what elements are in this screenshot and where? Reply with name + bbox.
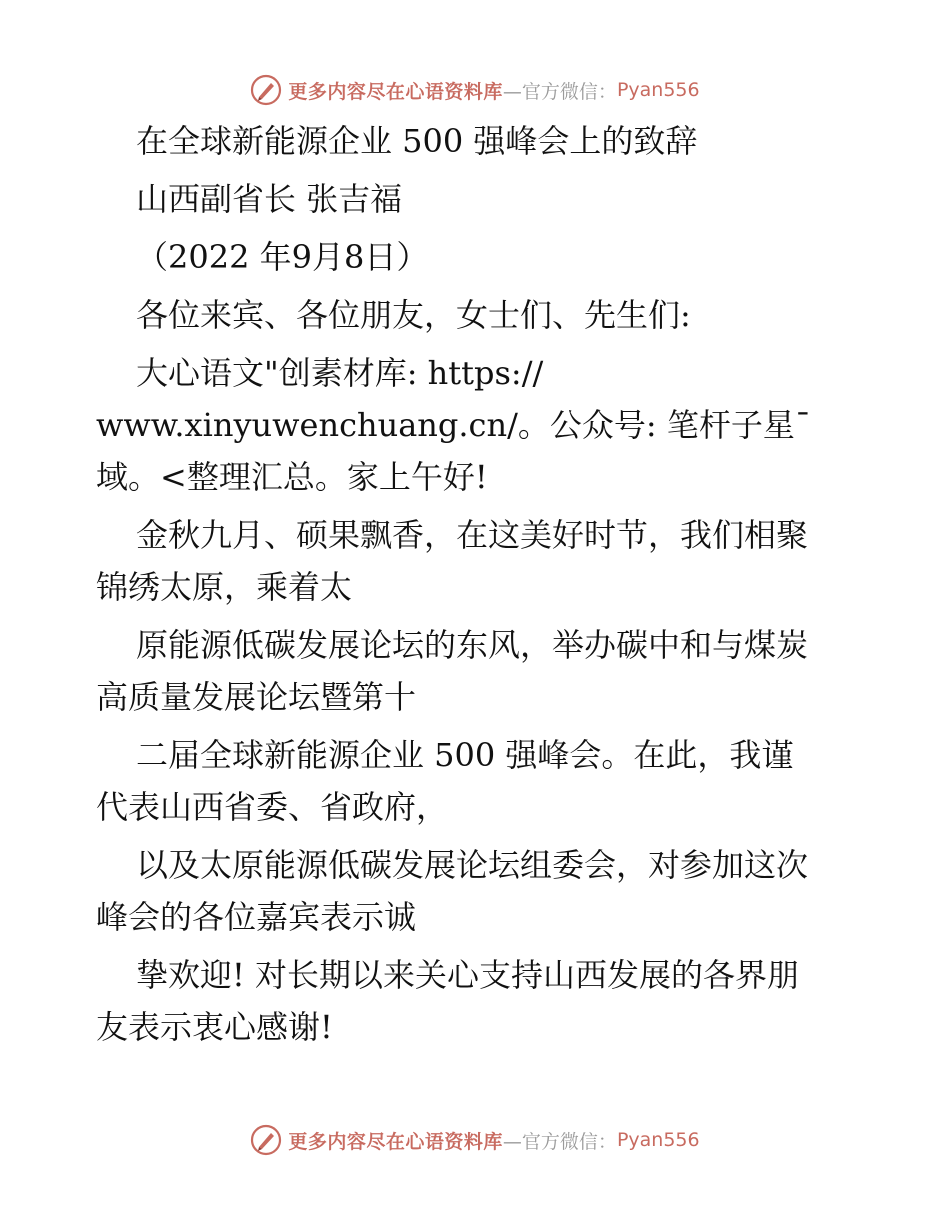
document-title: 在全球新能源企业 500 强峰会上的致辞 [136, 122, 698, 160]
body-line: 高质量发展论坛暨第十 [96, 678, 417, 716]
speaker-line: 山西副省长 张吉福 [136, 180, 403, 218]
body-line: 原能源低碳发展论坛的东风，举办碳中和与煤炭 [136, 626, 809, 664]
pen-logo-icon [250, 1124, 282, 1156]
body-line: 大心语文"创素材库: https:// [136, 354, 544, 392]
header-banner [0, 73, 950, 107]
body-line: www.xinyuwenchuang.cn/。公众号: 笔杆子星¯ [96, 406, 811, 444]
body-line: 挚欢迎! 对长期以来关心支持山西发展的各界朋 [136, 956, 800, 994]
body-line: 二届全球新能源企业 500 强峰会。在此，我谨 [136, 736, 794, 774]
body-line: 锦绣太原，乘着太 [96, 568, 353, 606]
banner-separator: —官方微信： [502, 80, 617, 103]
body-line: 代表山西省委、省政府， [96, 788, 449, 826]
date-line: （2022 年9月8日） [136, 238, 429, 276]
banner-main-text: 更多内容尽在心语资料库 [288, 1130, 503, 1153]
body-line: 峰会的各位嘉宾表示诚 [96, 898, 417, 936]
banner-wechat-id: Pyan556 [616, 79, 700, 101]
banner-main-text: 更多内容尽在心语资料库 [288, 80, 503, 103]
banner-wechat-id: Pyan556 [616, 1129, 700, 1151]
pen-logo-icon [250, 74, 282, 106]
banner-separator: —官方微信： [502, 1130, 617, 1153]
salutation-line: 各位来宾、各位朋友，女士们、先生们: [136, 296, 691, 334]
body-line: 域。<整理汇总。家上午好! [96, 458, 488, 496]
body-line: 金秋九月、硕果飘香，在这美好时节，我们相聚 [136, 516, 809, 554]
body-line: 友表示衷心感谢! [96, 1008, 333, 1046]
body-line: 以及太原能源低碳发展论坛组委会，对参加这次 [136, 846, 809, 884]
document-body [96, 118, 856, 1050]
footer-banner [0, 1123, 950, 1157]
